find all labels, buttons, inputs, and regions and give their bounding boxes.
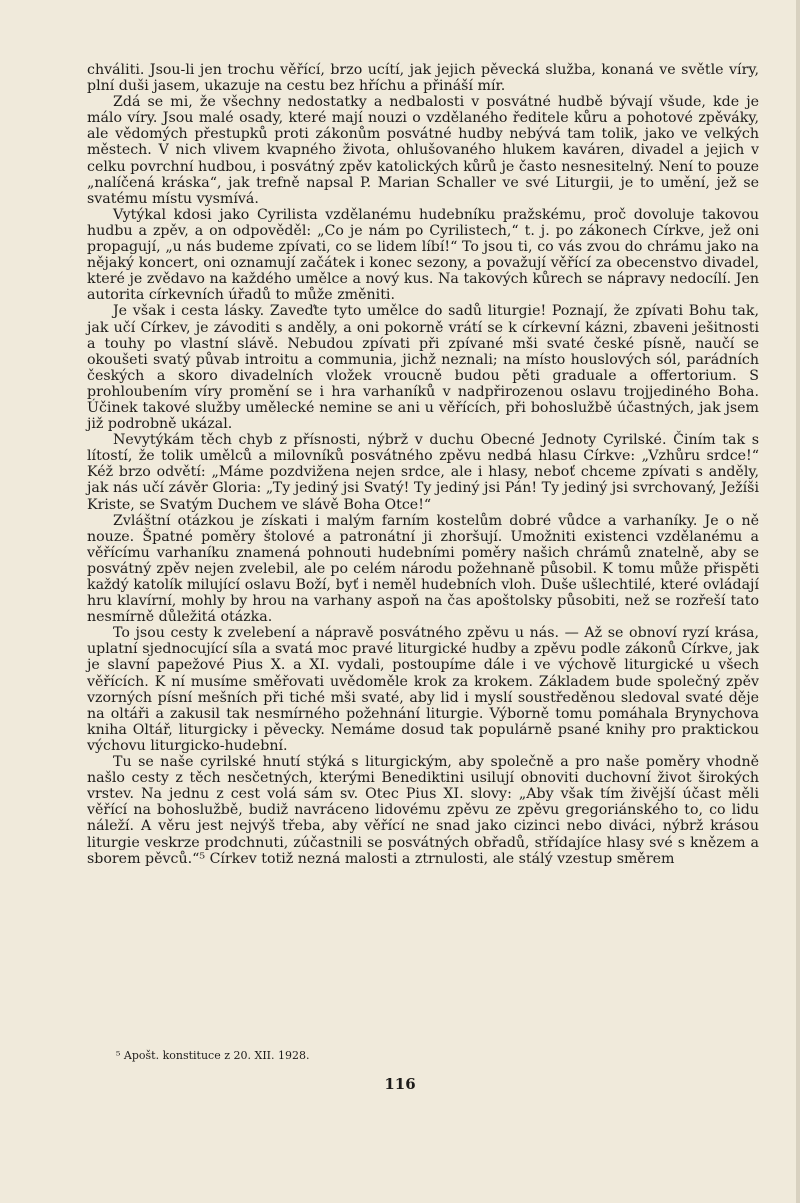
footnote: ⁵ Apošt. konstituce z 20. XII. 1928.	[116, 1049, 310, 1062]
paragraph: Vytýkal kdosi jako Cyrilista vzdělanému hudebníku pražskému, proč dovoluje takovou hudbu a zpěv, a on odpověděl: „Co je nám po Cyrilistech,“ t. j. po zákonech Církve, jež oni propagují, „u nás budeme zpívati, co se lidem líbí!“ To jsou ti, co vás zvou do chrámu jako na nějaký koncert, oni oznamují začátek i konec sezony, a považují věřící za obecenstvo divadel, které je zvědavo na každého umělce a nový kus. Na takových kůrech se nápravy nedocílí. Jen autorita církevních úřadů to může změniti.	[87, 206, 759, 304]
page-number: 116	[384, 1075, 416, 1093]
paragraph: Zdá se mi, že všechny nedostatky a nedbalosti v posvátné hudbě bývají všude, kde je málo víry. Jsou malé osady, které mají nouzi o vzdělaného ředitele kůru a pohotové zpěváky, ale vědomých přestupků proti zákonům posvátné hudby nebývá tam tolik, jako ve velkých městech. V nich vlivem kvapného života, ohlušovaného hlukem kaváren, divadel a jejich v celku povrchní hudbou, i posvátný zpěv katolických kůrů je často nesnesitelný. Není to pouze „nalíčená kráska“, jak trefně napsal P. Marian Schaller ve své Liturgii, je to umění, jež se svatému místu vysmívá.	[87, 94, 759, 207]
paragraph: Zvláštní otázkou je získati i malým farním kostelům dobré vůdce a varhaníky. Je o ně nouze. Špatné poměry štolové a patronátní ji zhoršují. Umožniti existenci vzdělanému a věřícímu varhaníku znamená pohnouti hudebními poměry našich chrámů znatelně, aby se posvátný zpěv nejen zvelebil, ale po celém národu požehnaně působil. K tomu může přispěti každý katolík milující oslavu Boží, byť i neměl hudebních vloh. Duše ušlechtilé, které ovládají hru klavírní, mohly by hrou na varhany aspoň na čas apoštolsky působiti, než se rozřeší tato nesmírně důležitá otázka.	[87, 512, 759, 626]
page-edge	[796, 0, 800, 1203]
paragraph: chváliti. Jsou-li jen trochu věřící, brzo ucítí, jak jejich pěvecká služba, konaná ve světle víry, plní duši jasem, ukazuje na cestu bez hříchu a přináší mír.	[87, 62, 759, 95]
paragraph: To jsou cesty k zvelebení a nápravě posvátného zpěvu u nás. — Až se obnoví ryzí krása, uplatní sjednocující síla a svatá moc pravé liturgické hudby a zpěvu podle zákonů Církve, jak je slavní papežové Pius X. a XI. vydali, postoupíme dále i ve výchově liturgické u všech věřících. K ní musíme směřovati uvědoměle krok za krokem. Základem bude společný zpěv vzorných písní mešních při tiché mši svaté, aby lid i myslí soustředěnou sledoval svaté děje na oltáři a zakusil tak nesmírného požehnání liturgie. Výborně tomu pomáhala Brynychova kniha Oltář, liturgicky i pěvecky. Nemáme dosud tak populárně psané knihy pro praktickou výchovu liturgicko-hudební.	[87, 625, 759, 754]
paragraph: Nevytýkám těch chyb z přísnosti, nýbrž v duchu Obecné Jednoty Cyrilské. Činím tak s lítostí, že tolik umělců a milovníků posvátného zpěvu nedbá hlasu Církve: „Vzhůru srdce!“ Kéž brzo odvětí: „Máme pozdvižena nejen srdce, ale i hlasy, neboť chceme zpívati s anděly, jak nás učí závěr Gloria: „Ty jediný jsi Svatý! Ty jediný jsi Pán! Ty jediný jsi svrchovaný, Ježíši Kriste, se Svatým Duchem ve slávě Boha Otce!“	[87, 432, 759, 513]
paragraph: Je však i cesta lásky. Zaveďte tyto umělce do sadů liturgie! Poznají, že zpívati Bohu tak, jak učí Církev, je závoditi s anděly, a oni pokorně vrátí se k církevní kázni, zbaveni ješitnosti a touhy po vlastní slávě. Nebudou zpívati při zpívané mši svaté české písně, naučí se okoušeti svatý půvab introitu a communia, jichž neznali; na místo houslových sól, parádních českých a skoro divadelních vložek vroucně budou pěti graduale a offertorium. S prohloubením víry promění se i hra varhaníků v nadpřirozenou oslavu trojjediného Boha. Účinek takové služby umělecké nemine se ani u věřících, při bohoslužbě účastných, jak jsem již podrobně ukázal.	[87, 303, 759, 433]
paragraph: Tu se naše cyrilské hnutí stýká s liturgickým, aby společně a pro naše poměry vhodně našlo cesty z těch nesčetných, kterými Benediktini usilují obnoviti duchovní život širokých vrstev. Na jednu z cest volá sám sv. Otec Pius XI. slovy: „Aby však tím živější účast měli věřící na bohoslužbě, budiž navráceno lidovému zpěvu ze zpěvu gregoriánského to, co lidu náleží. A věru jest nejvýš třeba, aby věřící ne snad jako cizinci nebo diváci, nýbrž krásou liturgie veskrze prodchnuti, zúčastnili se posvátných obřadů, střídajíce hlasy své s knězem a sborem pěvců.“⁵ Církev totiž nezná malosti a ztrnulosti, ale stálý vzestup směrem	[87, 754, 759, 867]
body-text	[87, 62, 759, 867]
